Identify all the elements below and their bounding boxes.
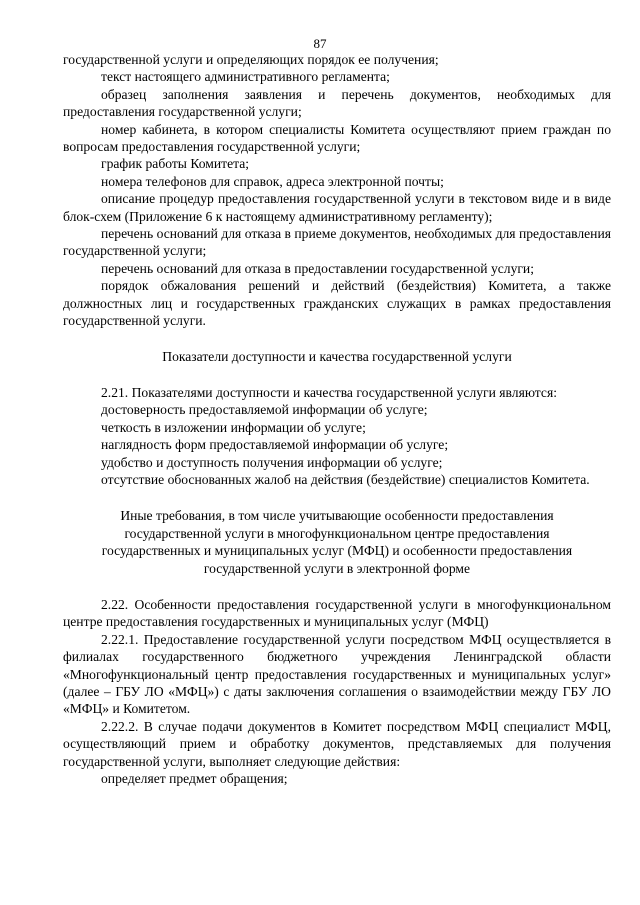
heading-line: государственной услуги в многофункциональном центре предоставления [124,525,550,541]
paragraph: 2.21. Показателями доступности и качества государственной услуги являются: [101,384,557,400]
document-body [63,51,611,787]
paragraph: четкость в изложении информации об услуге; [101,419,366,435]
paragraph: 2.22.2. В случае подачи документов в Комитет посредством МФЦ специалист МФЦ, осуществляющий прием и обработку документов, представляемых для получения государственной услуги, выполняет следующие действия: [63,718,611,769]
paragraph: описание процедур предоставления государственной услуги в текстовом виде и в виде блок-схем (Приложение 6 к настоящему административному регламенту); [63,191,611,224]
paragraph: график работы Комитета; [101,156,250,172]
paragraph: перечень оснований для отказа в приеме документов, необходимых для предоставления государственной услуги; [63,226,611,259]
paragraph: образец заполнения заявления и перечень документов, необходимых для предоставления государственной услуги; [63,86,611,120]
section-heading [63,507,611,577]
paragraph: достоверность предоставляемой информации об услуге; [101,402,428,418]
paragraph: 2.22.1. Предоставление государственной услуги посредством МФЦ осуществляется в филиалах государственного бюджетного учреждения Ленинградской области «Многофункциональный центр предоставления государственных и муниципальных услуг» (далее – ГБУ ЛО «МФЦ») с даты заключения соглашения о взаимодействии между ГБУ ЛО «МФЦ» и Комитетом. [63,631,611,717]
paragraph: текст настоящего административного регламента; [101,69,390,85]
heading-line: государственных и муниципальных услуг (МФЦ) и особенности предоставления [101,543,573,559]
paragraph: удобство и доступность получения информации об услуге; [101,454,443,470]
paragraph: наглядность форм предоставляемой информации об услуге; [101,437,449,453]
paragraph: 2.22. Особенности предоставления государственной услуги в многофункциональном центре предоставления государственных и муниципальных услуг (МФЦ) [63,596,611,630]
paragraph: порядок обжалования решений и действий (бездействия) Комитета, а также должностных лиц и государственных гражданских служащих в рамках предоставления государственной услуги. [63,278,611,329]
paragraph: определяет предмет обращения; [101,771,288,787]
paragraph: государственной услуги и определяющих порядок ее получения; [63,52,439,67]
paragraph: номера телефонов для справок, адреса электронной почты; [101,173,444,189]
heading-line: Иные требования, в том числе учитывающие особенности предоставления [120,508,554,524]
section-heading: Показатели доступности и качества государственной услуги [162,348,512,364]
paragraph: перечень оснований для отказа в предоставлении государственной услуги; [101,260,534,276]
paragraph: отсутствие обоснованных жалоб на действия (бездействие) специалистов Комитета. [101,471,590,487]
page-number: 87 [313,36,327,51]
paragraph: номер кабинета, в котором специалисты Комитета осуществляют прием граждан по вопросам предоставления государственной услуги; [63,121,611,155]
heading-line: государственной услуги в электронной форме [203,560,471,576]
